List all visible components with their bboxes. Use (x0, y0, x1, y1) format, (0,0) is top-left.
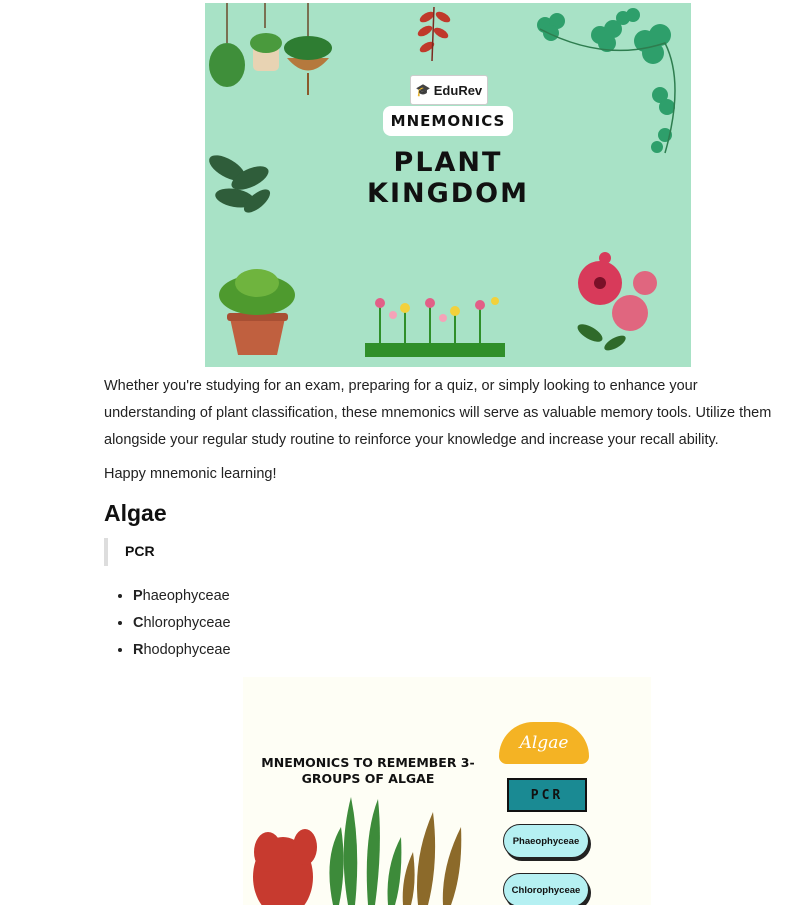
intro-paragraph: Whether you're studying for an exam, preparing for a quiz, or simply looking to enhance your understanding of plant classification, these mnemonics will serve as valuable memory tools. Utilize them alongside your regular study routine to reinforce your knowledge and increase your recall ability. (104, 378, 772, 448)
hero-title (325, 147, 571, 209)
item-initial: C (133, 615, 144, 631)
flower-patch-illustration (365, 297, 505, 357)
hero-title-line2: KINGDOM (367, 178, 529, 209)
algae-groups-list (104, 583, 231, 664)
item-initial: P (133, 588, 143, 604)
graduation-cap-icon: 🎓 (415, 83, 431, 97)
edurev-logo (410, 75, 488, 105)
brand-name: EduRev (433, 82, 483, 98)
hero-banner-image (205, 3, 691, 367)
hanging-planters-illustration (209, 3, 332, 95)
list-item (133, 610, 231, 637)
hibiscus-illustration (575, 252, 657, 353)
item-rest: hlorophyceae (143, 615, 231, 631)
list-item (133, 637, 231, 664)
algae-infographic-image (243, 677, 651, 905)
clover-vine-illustration (537, 8, 675, 153)
chlorophyceae-chip: Chlorophyceae (503, 873, 589, 905)
pcr-code-box: PCR (507, 778, 587, 812)
algae-badge: Algae (499, 722, 589, 764)
hero-title-line1: PLANT (393, 147, 503, 178)
item-rest: hodophyceae (143, 642, 231, 658)
mnemonics-label: MNEMONICS (383, 106, 513, 136)
seaweed-illustration (243, 677, 651, 905)
item-initial: R (133, 642, 144, 658)
infographic-title: MNEMONICS TO REMEMBER 3-GROUPS OF ALGAE (261, 755, 475, 786)
potted-fern-illustration (219, 269, 295, 355)
list-item (133, 583, 231, 610)
phaeophyceae-chip: Phaeophyceae (503, 824, 589, 858)
mnemonic-code: PCR (125, 543, 155, 559)
happy-learning-text: Happy mnemonic learning! (104, 466, 277, 482)
item-rest: haeophyceae (142, 588, 230, 604)
section-heading-algae: Algae (104, 500, 167, 526)
mnemonic-blockquote (104, 538, 404, 566)
leaves-illustration (205, 150, 274, 216)
red-leaves-illustration (416, 7, 452, 61)
